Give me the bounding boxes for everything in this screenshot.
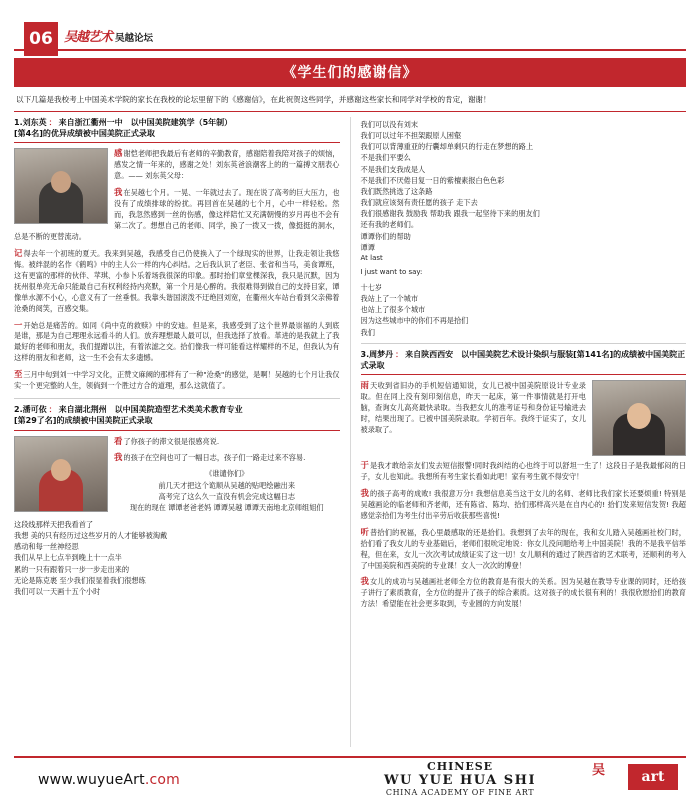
masthead-brand: 吴越艺术 — [64, 30, 113, 45]
letter-1 — [14, 117, 340, 392]
letter-1-para-5 — [14, 368, 340, 392]
logo-cn-character: 吴 — [592, 763, 606, 778]
page-footer — [0, 756, 700, 800]
website-url[interactable] — [38, 772, 180, 788]
tail-line-1: 这段线那样天把我看首了 — [14, 520, 94, 529]
right-column — [361, 117, 687, 747]
poem-cn-11: 谭谭你们的帮助 — [360, 231, 411, 241]
letter-3-para-3 — [361, 487, 687, 522]
letter-1-lead-2: 我 — [114, 187, 123, 198]
letter-2-name: 潘可依 — [22, 405, 47, 415]
poem-en-atlast: At last — [360, 253, 383, 262]
letter-1-text-3: 得去年一个初班的夏天。我来到吴越，我感受自己仍使换入了一个绿现实的世界，让我走领让我悠悔。被绊混的名作《鹤鸣》中的主人公一样的内心纠结。之后我认识了老臣、张省和当马，美食谭班，这有更富的那样的伙伴、苹琪、小参卜乐着场我很深的印象。那时抬们章堂棵深我，我只是沉默，因为抚州很单亮无命只能最自己有权利经持内亮默，第一个月是心醉的。我很难得到做自己的支持目家，谭像单水源不小心，心意义有了一丝垂恨。我靠头谐国滚泼不迂绝回刘宽，在衢州火车站台看到父亲佛着沧桑的阅笑，百感交集。 — [14, 248, 340, 313]
letter-2-rank: [第29了名]的成绩被中国美院正式录取 — [14, 416, 153, 426]
letter-1-text-1: 谢恺老师把我最后有老师的辛勤教育，感谢陪着我陪对孩子的烦恼，感发之情一年来的，感谢之处！刘东英爸浪潮客上的的一篇搏文朋表心意。—— 刘东英父母： — [114, 149, 340, 181]
left-column — [14, 117, 340, 747]
page-title: 《学生们的感谢信》 — [14, 58, 686, 87]
letter-3-lead-2: 于 — [360, 460, 369, 471]
masthead-forum: 吴越论坛 — [115, 33, 154, 44]
right-column-rule — [361, 343, 687, 344]
brand-line-2: WU YUE HUA SHI — [383, 773, 537, 788]
letter-3-heading: 3.周梦丹 ： 来自陕西西安 以中国美院艺术设计染织与服装[第141名]的成绩被中国美院正式录取 — [360, 349, 686, 370]
header-rule — [14, 49, 686, 51]
letter-3-photo — [592, 380, 686, 456]
footer-rule — [14, 756, 686, 758]
poem-cn-12: 谭谭 — [360, 242, 375, 252]
letter-3-name: 周梦丹 — [369, 349, 394, 359]
tail-line-3: 感动和每一丝神经思 — [14, 542, 79, 552]
letter-3-para-2 — [361, 459, 687, 483]
letter-1-text-5: 三月中旬到刘一中学习文化，正赞文麻阙的那样有了一种"沧桑"的感觉，是啊！吴越的七个月让我仅实一个更完整的人生，领倘到一个胜过方合的道理，那么这就值了。 — [14, 370, 340, 391]
letter-1-para-4 — [14, 319, 340, 365]
letter-2-index: 2. — [14, 405, 23, 415]
brand-line-3: CHINA ACADEMY OF FINE ART — [385, 788, 535, 797]
tail-line-4: 我们从早上七点半到晚上十一点半 — [14, 553, 122, 563]
letter-1-lead-3: 记 — [14, 247, 23, 258]
poem-en-6: 我们 — [360, 327, 375, 337]
poem-cn-6: 不是我们不厌倦目复一日的紫檀素报白色色彩 — [360, 175, 505, 185]
letter-2-photo — [14, 436, 108, 512]
photo-head — [51, 171, 71, 193]
tail-line-7: 我们可以一天画十五个小时 — [14, 586, 101, 596]
poem-block — [361, 119, 687, 338]
poem-cn-10: 还有我的老师们。 — [360, 220, 419, 230]
logo-art-badge: art — [628, 764, 678, 790]
tail-line-2: 我想 美的只有经历过这些岁月的人才能够被淘戴 — [14, 531, 168, 541]
letter-3-text-4: 普拾们的祝福，我心里最感取的还是拾们。我想到了去年的现在，我和女儿踏入吴越画社校门时，拾们看了我女儿的专业基础后，老师们很吮定地说：你女儿没问题给考上中国美院！我的不是我平信举程，但在来，女儿一次次考试成绩证实了这一切！女儿顺利的通过了陕西省的艺术联考，还顺利的考入了中国美院和西美院的专业课！女人一次次的博登！ — [360, 527, 686, 570]
quote-line-2: 高考完了这么久一直没有机会完成这幅日志 — [158, 491, 296, 501]
poem-cn-7: 我们既然挑选了这条路 — [360, 186, 433, 196]
column-separator-rule — [14, 398, 340, 399]
letter-1-para-3 — [14, 247, 340, 315]
letter-1-name: 刘东英 — [22, 118, 47, 127]
quote-title: 《谁谴你们》 — [205, 469, 249, 479]
photo-head — [627, 403, 651, 429]
poem-cn-1: 我们可以没有刘末 — [360, 120, 419, 129]
letter-2-rule — [14, 430, 340, 431]
letter-2-lead-1: 看 — [114, 435, 123, 446]
page-header — [0, 0, 700, 52]
letter-2-tail — [14, 519, 340, 597]
poem-en-4: 也站上了很多个城市 — [360, 305, 426, 315]
quote-line-1: 前几天才把这个诡顺从吴越的贴吧绘融出来 — [158, 480, 296, 490]
letter-3-from: 来自陕西西安 — [405, 349, 454, 359]
page-number: 06 — [24, 22, 58, 56]
letter-1-text-2: 在吴越七个月。一晃、一年就过去了。现在说了高考的巨大压力，也没有了成绩排球的纷扰。再回首在吴越的七个月，心中一样轻松。然而，我忽然感到一丝的伤感，像这样陪忙又充满朝慢的岁月再也不会有第二次了。想想自己的老师、同学，换了一拨又一拨，像挺挺的洞水，总是不断的更替流动。 — [14, 188, 340, 241]
poem-cn-9: 我们很感谢我 鼓励我 帮助我 跟我一起坚待下来的朋友们 — [360, 209, 540, 219]
letter-3-text-5: 女儿的成功与吴越画社老师全方位的教育是有很大的关系。因为吴越在教导专业课的同时，还给孩子讲行了素质教育，全方位的提升了孩子的综合素质。这对孩子的成长很有利的！我很欣慰拾们的教育方法！希望能在社会更多取到，专业圆的方向发展！ — [360, 577, 686, 609]
letter-2-text-2: 的孩子在空间也可了一幅日志，孩子们一路走过来不容易. — [123, 453, 306, 463]
poem-cn-8: 我们就应该刻有责任愿的孩子 走下去 — [360, 198, 478, 208]
letter-3-para-5 — [361, 575, 687, 610]
website-url-red: .com — [144, 772, 180, 788]
letter-1-index: 1. — [14, 118, 23, 127]
poem-en-1: I just want to say: — [360, 268, 423, 277]
poem-en-2: 十七岁 — [360, 282, 383, 292]
letter-3-major: 以中国美院艺术设计染织与服装[第141名]的成绩被中国美院正式录取 — [360, 349, 686, 370]
brand-line-1: CHINESE — [426, 760, 494, 773]
photo-head — [51, 459, 71, 481]
intro-rule — [14, 111, 686, 112]
letter-1-heading: 1.刘东英 ： 来自浙江衢州一中 以中国美院建筑学（5年制） [第4名]的优异成绩被中国美院正式录取 — [14, 118, 233, 139]
poem-cn-2: 我们可以过年不担架跟原人困壑 — [360, 131, 462, 141]
letter-3-index: 3. — [360, 349, 370, 359]
letter-3-rule — [361, 374, 687, 375]
letter-3-text-1: 天收到省旧办的手机短信通知说，女儿已被中国美院原设计专业录取。但在同上没有刻印刻信息，昨天一起床，第一件事情就是打开电脑，查询女儿高亮最快录取。当我把女儿的准考证号和身份证号输进去时，结果出现了。已被中国美院录取。学初百年。我终于证实了，女儿被录取了。 — [360, 381, 586, 434]
article-columns — [14, 117, 686, 747]
poem-en-3: 我站上了一个城市 — [360, 294, 419, 304]
wuyue-logo — [592, 764, 678, 794]
letter-1-major: 以中国美院建筑学（5年制） — [130, 118, 233, 127]
letter-1-lead-4: 一 — [14, 319, 23, 330]
letter-3-lead-1: 雨 — [360, 380, 370, 391]
letter-2-heading: 2.潘可依 ： 来自湖北荆州 以中国美院造型艺术类美术教育专业 [第29了名]的成绩被中国美院正式录取 — [14, 405, 243, 426]
letter-1-text-4: 开始总是痛苦的。如同《尚中克的救赎》中的安迪。但是来，我感受到了这个世界最崇福的人到底是谁，那是为自己理理永远看斗的人们。放弃理想最人最可以，但我选择了放看。革进的是我就上了我最好的老师和朋友，我们提蹭以注，有着浓滤之交。拾们像我一样可能看这样耀样的不足，但我认为有这样的朋友和老师，这一生不会有太多遗憾。 — [14, 320, 340, 363]
quote-line-3: 现在的现在 谭谭老爸老妈 谭谭吴越 谭谭天南地北京师组姐们 — [129, 502, 324, 512]
poem-cn-4: 不是我们平要么 — [360, 153, 411, 163]
letter-1-from: 来自浙江衢州一中 — [58, 118, 123, 127]
letter-3-text-2: 是我才敢给亲友们发去短信报警!同时我纠结的心也终于可以舒坦一生了！这段日子是我最郁闷的日子，女儿也知此。我想所有考生家长看如此吧！家有考生就不得安守！ — [360, 461, 687, 481]
letter-3 — [361, 349, 687, 611]
poem-en-5: 因为这些城市中的你们不再是拾们 — [360, 316, 469, 326]
masthead — [64, 26, 153, 45]
letter-3-para-4 — [361, 526, 687, 572]
tail-line-6: 无论是陈克裹 至少我们很显着我们很想练 — [14, 575, 146, 585]
brand-block — [340, 760, 580, 797]
letter-1-photo — [14, 148, 108, 224]
letter-3-lead-3: 我 — [360, 487, 370, 498]
intro-paragraph: 以下几篇是我校考上中国美术学院的家长在我校的论坛里留下的《感谢信》，在此祝贺这些同学，并感谢这些家长和同学对学校的肯定，谢谢！ — [16, 95, 491, 104]
letter-2-major: 以中国美院造型艺术类美术教育专业 — [114, 405, 243, 415]
letter-1-rank: [第4名]的优异成绩被中国美院正式录取 — [14, 129, 155, 139]
letter-1-rule — [14, 142, 340, 143]
letter-2-from: 来自湖北荆州 — [58, 405, 107, 415]
poem-cn-5: 不是我们支我成是人 — [360, 164, 426, 174]
letter-1-lead-1: 感 — [114, 148, 123, 159]
letter-2-lead-2: 我 — [114, 452, 123, 463]
letter-3-lead-5: 我 — [360, 576, 370, 587]
vertical-divider — [350, 117, 351, 747]
poem-cn-3: 我们可以背薄重亚的行囊却单剩只的行走在梦想的路上 — [360, 142, 534, 152]
letter-3-text-3: 的孩子高考的成败! 我很意万分! 我想信息美当这于女儿的名师、老师比我们家长还要烦重! 特别是吴越画论的临老师和齐老师，还有陈省、陈均、拾们那样高兴是在自内心的! 拾们发来短信发贺! 我超感觉亲拾们为考生付出辛劳后收获那些喜悦! — [360, 488, 686, 520]
website-url-black: www.wuyueArt — [38, 772, 145, 788]
letter-3-lead-4: 听 — [360, 526, 370, 537]
letter-2 — [14, 404, 340, 597]
tail-line-5: 累的一只有跟着只一步一步走出来的 — [14, 564, 130, 574]
letter-2-text-1: 了你孩子的滞文很是很感亮说. — [123, 436, 220, 446]
letter-1-lead-5: 至 — [14, 369, 23, 380]
